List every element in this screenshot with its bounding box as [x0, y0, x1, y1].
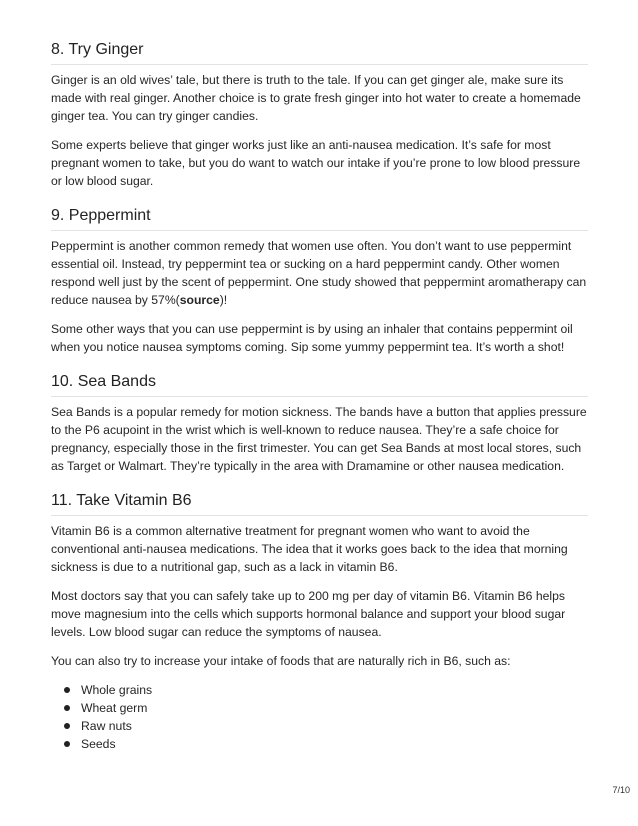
section-sea-bands [51, 372, 588, 475]
list-item [64, 735, 588, 753]
list-item-label: Whole grains [81, 683, 153, 697]
bullet-icon [64, 723, 70, 729]
paragraph-text: Peppermint is another common remedy that women use often. You don’t want to use peppermint essential oil. Instead, try peppermint tea or sucking on a hard peppermint candy. Other women respond well just by the scent of peppermint. One study showed that peppermint aromatherapy can reduce nausea by 57%( [51, 239, 587, 307]
section-heading: 10. Sea Bands [51, 372, 588, 397]
section-vitamin-b6 [51, 491, 588, 753]
paragraph: You can also try to increase your intake of foods that are naturally rich in B6, such as: [51, 654, 511, 668]
section-peppermint [51, 206, 588, 356]
b6-food-list [51, 681, 588, 753]
bullet-icon [64, 687, 70, 693]
bullet-icon [64, 741, 70, 747]
paragraph: Vitamin B6 is a common alternative treatment for pregnant women who want to avoid the conventional anti-nausea medications. The idea that it works goes back to the idea that morning sickness is due to a nutritional gap, such as a lack in vitamin B6. [51, 524, 568, 574]
source-link[interactable]: source [179, 293, 220, 307]
paragraph: Ginger is an old wives’ tale, but there is truth to the tale. If you can get ginger ale, make sure its made with real ginger. Another choice is to grate fresh ginger into hot water to create a homemade ginger tea. You can try ginger candies. [51, 73, 581, 123]
section-heading: 9. Peppermint [51, 206, 588, 231]
list-item [64, 699, 588, 717]
section-heading: 11. Take Vitamin B6 [51, 491, 588, 516]
list-item [64, 681, 588, 699]
paragraph [51, 237, 588, 309]
paragraph: Most doctors say that you can safely take up to 200 mg per day of vitamin B6. Vitamin B6 helps move magnesium into the cells which supports hormonal balance and support your blood sugar levels. Low blood sugar can reduce the symptoms of nausea. [51, 589, 566, 639]
paragraph: Sea Bands is a popular remedy for motion sickness. The bands have a button that applies pressure to the P6 acupoint in the wrist which is well-known to reduce nausea. They’re a safe choice for pregnancy, especially those in the first trimester. You can get Sea Bands at most local stores, such as Target or Walmart. They’re typically in the area with Dramamine or other nausea medication. [51, 405, 587, 473]
bullet-icon [64, 705, 70, 711]
document-body [51, 40, 588, 753]
list-item-label: Wheat germ [81, 701, 148, 715]
list-item [64, 717, 588, 735]
section-heading: 8. Try Ginger [51, 40, 588, 65]
section-try-ginger [51, 40, 588, 190]
list-item-label: Raw nuts [81, 719, 132, 733]
paragraph: Some experts believe that ginger works just like an anti-nausea medication. It’s safe for most pregnant women to take, but you do want to watch our intake if you’re prone to low blood pressure or low blood sugar. [51, 138, 581, 188]
paragraph-text: )! [219, 293, 228, 307]
paragraph: Some other ways that you can use peppermint is by using an inhaler that contains peppermint oil when you notice nausea symptoms coming. Sip some yummy peppermint tea. It’s worth a shot! [51, 322, 573, 354]
page-number: 7/10 [612, 785, 630, 795]
list-item-label: Seeds [81, 737, 116, 751]
